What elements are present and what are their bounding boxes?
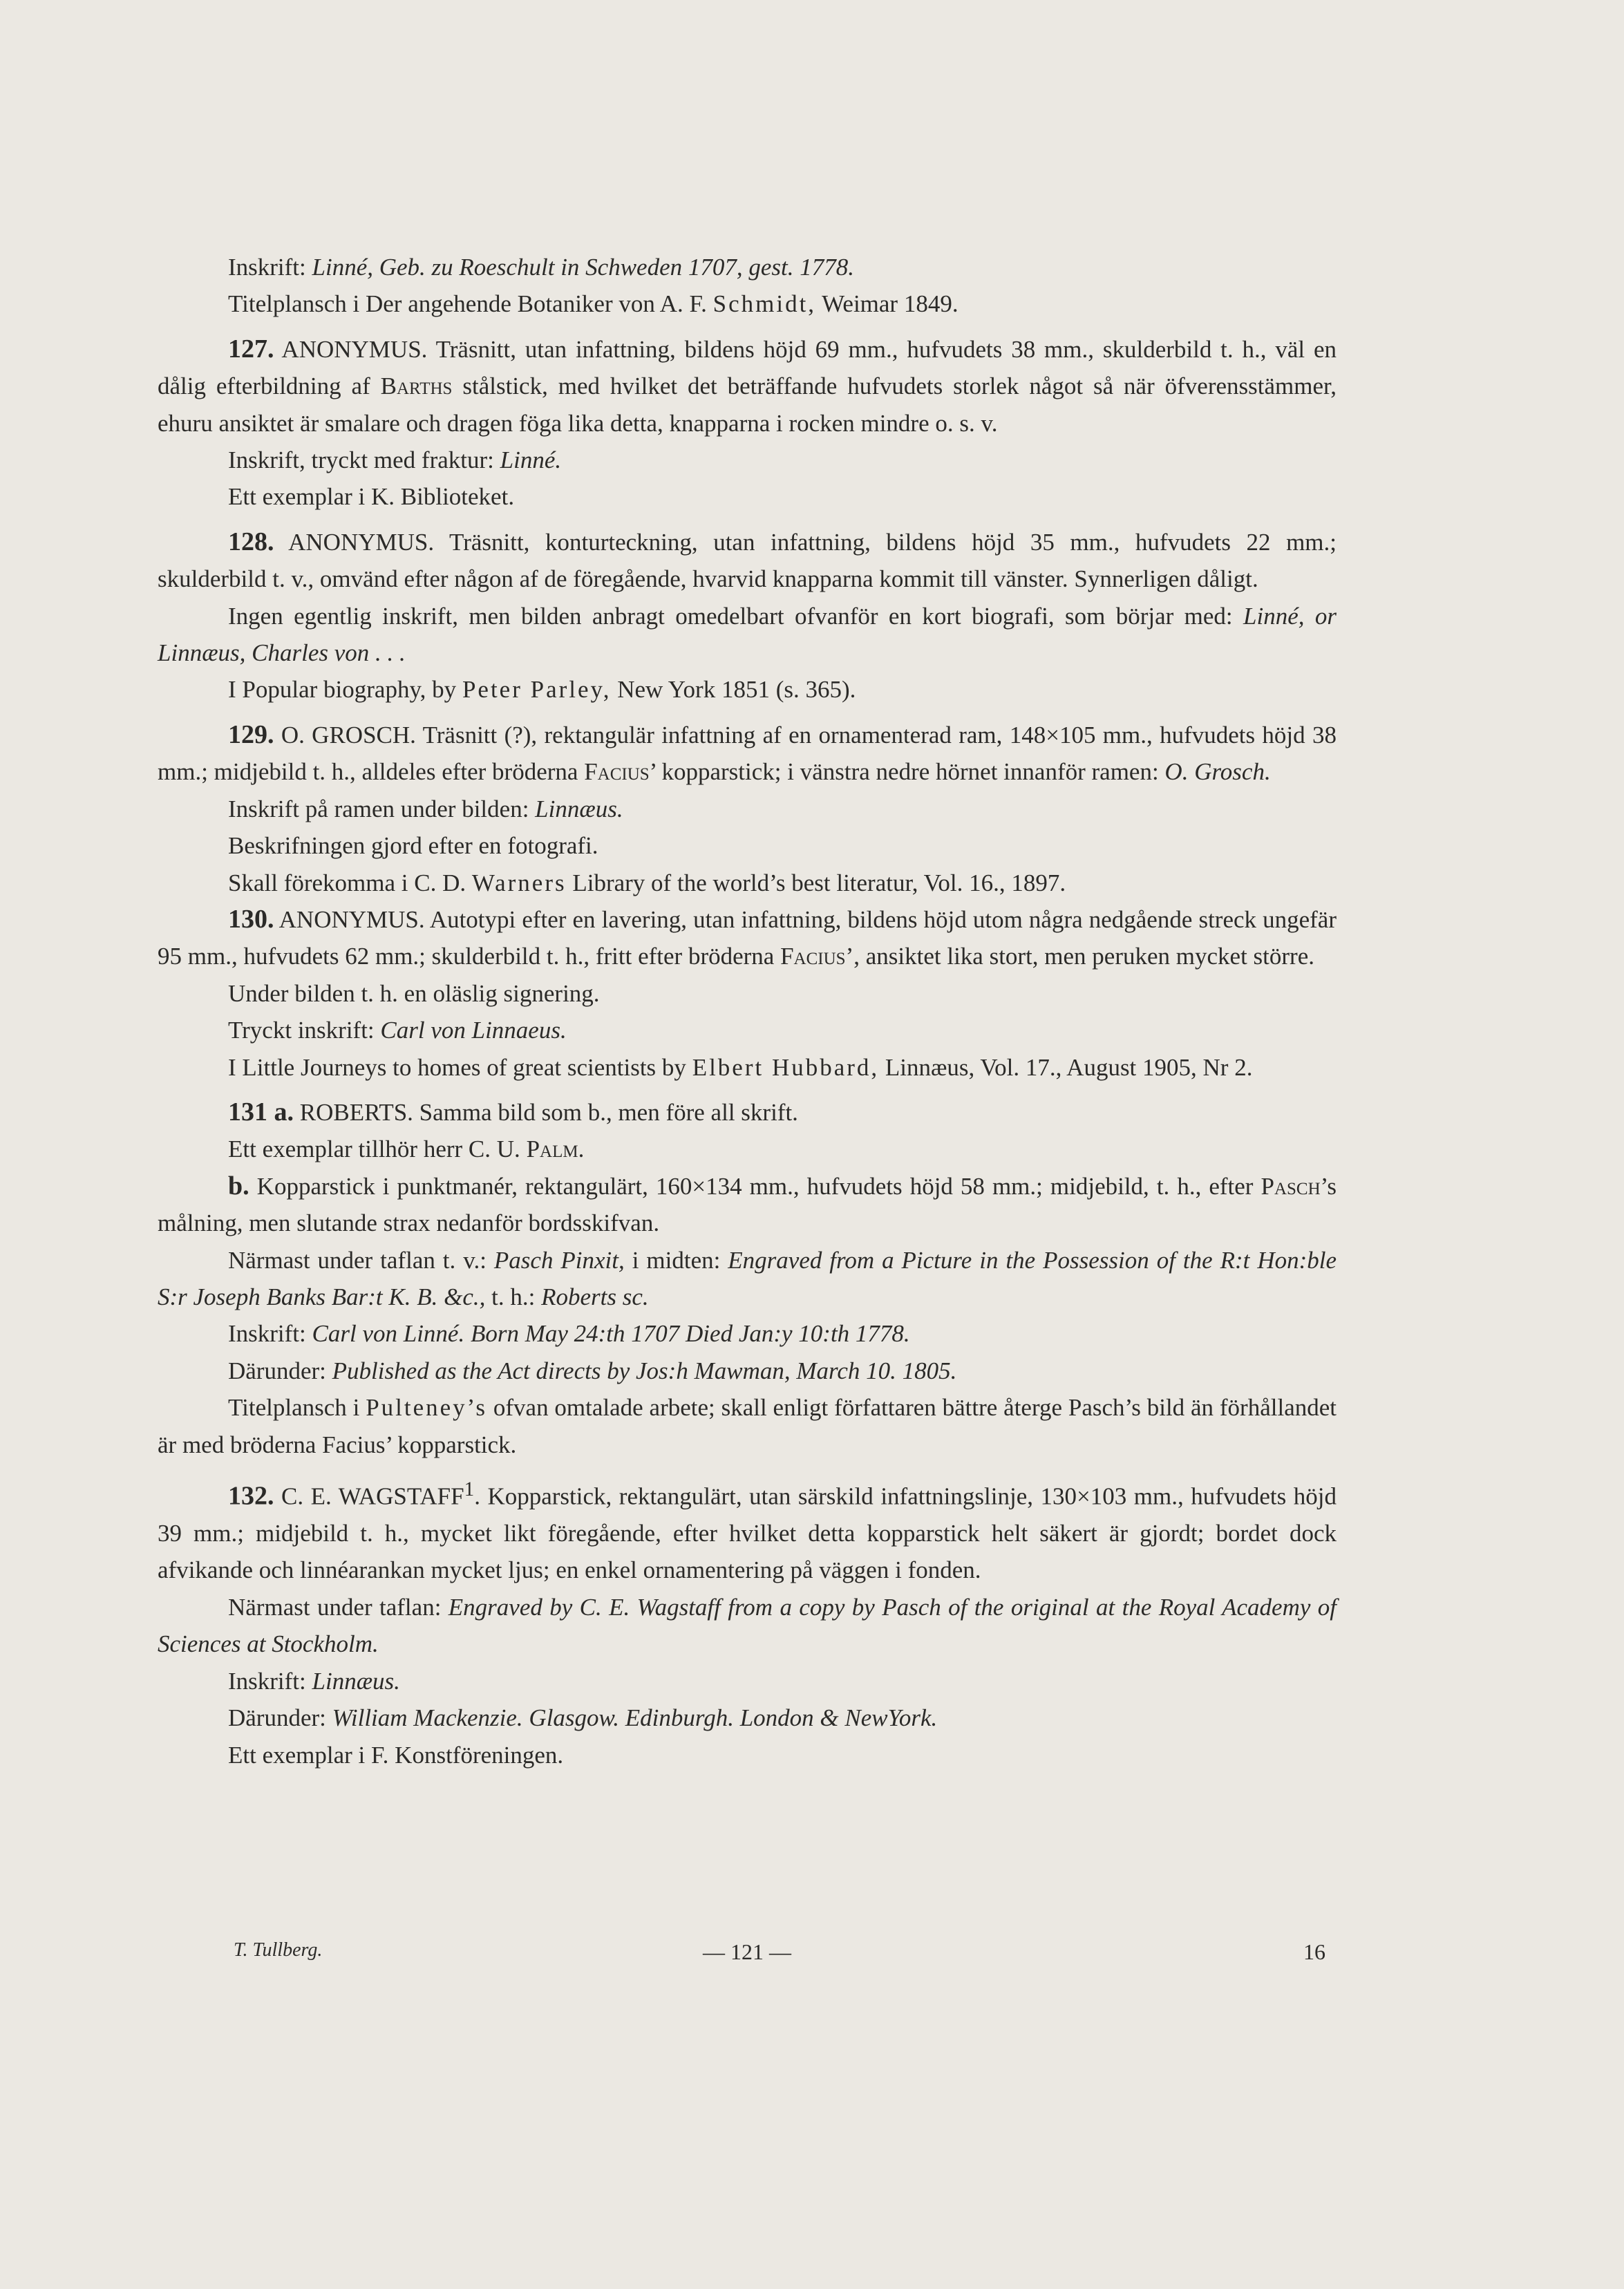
text-segment: Facius [780, 943, 846, 970]
text-segment: Kopparstick i punktmanér, rektangulärt, 160×134 mm., hufvudets höjd 58 mm.; midjebild, t. h., efter [249, 1172, 1261, 1200]
text-segment: Ett exemplar i F. Konstföreningen. [228, 1741, 564, 1769]
entry-number: 131 a. [228, 1097, 294, 1127]
catalogue-text [158, 249, 1337, 1773]
text-segment: t. h.: [485, 1283, 542, 1310]
catalogue-paragraph [158, 478, 1337, 515]
text-segment: Linné, or Linnæus, Charles von . . . [158, 602, 1337, 667]
entry-number: 129. [228, 719, 274, 749]
text-segment: ’ kopparstick; i vänstra nedre hörnet innanför ramen: [649, 758, 1165, 786]
text-segment: ’s målning, men slutande strax nedanför bordsskifvan. [158, 1172, 1337, 1237]
page-number: — 121 — [703, 1939, 791, 1964]
text-segment: Ett exemplar i K. Biblioteket. [228, 483, 515, 511]
text-segment: Inskrift: [228, 254, 312, 281]
text-segment: . Kopparstick, rektangulärt, utan särskild infattningslinje, 130×103 mm., hufvudets höjd 39 mm.; midjebild t. h., mycket likt föregående, efter hvilket detta kopparstick helt säkert är gjordt; bordet dock afvikande och linnéarankan mycket ljus; en enkel ornamentering på väggen i fonden. [158, 1482, 1337, 1584]
catalogue-paragraph [158, 975, 1337, 1012]
text-segment: Linné. [500, 446, 562, 474]
text-segment: Linné, Geb. zu Roeschult in Schweden 1707, gest. 1778. [312, 254, 854, 281]
catalogue-paragraph [158, 249, 1337, 285]
catalogue-paragraph [158, 865, 1337, 901]
catalogue-paragraph [158, 331, 1337, 442]
catalogue-paragraph [158, 827, 1337, 864]
catalogue-paragraph [158, 1589, 1337, 1663]
text-segment: Inskrift: [228, 1320, 312, 1348]
text-segment: Ingen egentlig inskrift, men bilden anbragt omedelbart ofvanför en kort biografi, som börjar med: [228, 602, 1244, 630]
text-segment: I Popular biography, by [228, 676, 462, 704]
text-segment: Linnæus, Vol. 17., August 1905, Nr 2. [879, 1053, 1253, 1081]
catalogue-paragraph [158, 598, 1337, 672]
text-segment: Schmidt, [712, 290, 817, 318]
entry-number: 128. [228, 527, 274, 556]
text-segment: I Little Journeys to homes of great scientists by [228, 1053, 692, 1081]
text-segment: O. Grosch. [1164, 758, 1271, 786]
text-segment: Skall förekomma i C. D. [228, 869, 472, 896]
catalogue-paragraph [158, 1131, 1337, 1167]
text-segment: Linnæus. [535, 795, 623, 822]
text-segment: Published as the Act directs by Jos:h Mawman, March 10. 1805. [332, 1357, 957, 1384]
catalogue-paragraph [158, 1012, 1337, 1048]
text-segment: Tryckt inskrift: [228, 1017, 381, 1044]
catalogue-paragraph [158, 1049, 1337, 1086]
text-segment: Engraved by C. E. Wagstaff from a copy by Pasch of the original at the Royal Academy of Sciences at Stockholm. [158, 1593, 1337, 1658]
text-segment: Pulteney’s [366, 1394, 488, 1422]
catalogue-paragraph [158, 1315, 1337, 1352]
text-segment: Barths [380, 373, 453, 400]
catalogue-paragraph [158, 791, 1337, 827]
text-segment: Library of the world’s best literatur, Vol. 16., 1897. [566, 869, 1066, 896]
page-footer [158, 1939, 1337, 1974]
text-segment: ROBERTS. Samma bild som b., men före all skrift. [294, 1098, 798, 1126]
printer-name: T. Tullberg. [234, 1939, 323, 1961]
catalogue-paragraph [158, 717, 1337, 791]
text-segment: Carl von Linné. Born May 24:th 1707 Died Jan:y 10:th 1778. [312, 1320, 910, 1348]
text-segment: 1 [464, 1478, 475, 1500]
catalogue-paragraph [158, 1699, 1337, 1736]
catalogue-paragraph [158, 442, 1337, 478]
text-segment: Facius [584, 758, 650, 786]
text-segment: Elbert Hubbard, [692, 1053, 880, 1081]
text-segment: Peter Parley, [462, 676, 612, 704]
text-segment: C. E. WAGSTAFF [274, 1482, 464, 1510]
text-segment: Weimar 1849. [816, 290, 959, 318]
signature-mark: 16 [1303, 1939, 1325, 1964]
text-segment: Ett exemplar tillhör herr C. U. [228, 1136, 527, 1163]
text-segment: Engraved from a Picture in the Possession of the R:t Hon:ble S:r Joseph Banks Bar:t K. B. &c., [158, 1246, 1337, 1310]
catalogue-paragraph [158, 1353, 1337, 1389]
text-segment: Under bilden t. h. en oläslig signering. [228, 979, 600, 1007]
text-segment: Därunder: [228, 1704, 332, 1732]
text-segment: Därunder: [228, 1357, 332, 1384]
catalogue-paragraph [158, 1094, 1337, 1131]
text-segment: ANONYMUS. Träsnitt, utan infattning, bildens höjd 69 mm., hufvudets 38 mm., skulderbild t. h., väl en dålig efterbildning af [158, 335, 1337, 400]
text-segment: Linnæus. [312, 1667, 400, 1695]
text-segment: Roberts sc. [541, 1283, 649, 1310]
entry-number: 130. [228, 904, 274, 934]
text-segment: Carl von Linnaeus. [380, 1017, 567, 1044]
entry-number: 132. [228, 1481, 274, 1511]
text-segment: Närmast under taflan: [228, 1593, 449, 1621]
text-segment: Pasch [1261, 1172, 1321, 1200]
catalogue-paragraph [158, 1242, 1337, 1316]
text-segment: Palm. [526, 1136, 585, 1163]
text-segment: ANONYMUS. Autotypi efter en lavering, utan infattning, bildens höjd utom några nedgående streck ungefär 95 mm., hufvudets 62 mm.; skulderbild t. h., fritt efter bröderna [158, 905, 1337, 970]
catalogue-paragraph [158, 1737, 1337, 1773]
text-segment: New York 1851 (s. 365). [611, 676, 856, 704]
text-segment: Titelplansch i Der angehende Botaniker von A. F. [228, 290, 713, 318]
catalogue-paragraph [158, 671, 1337, 708]
text-segment: Pasch Pinxit, [493, 1246, 625, 1274]
text-segment: William Mackenzie. Glasgow. Edinburgh. London & NewYork. [332, 1704, 938, 1732]
text-segment: Warners [471, 869, 567, 896]
text-segment: Titelplansch i [228, 1394, 366, 1422]
text-segment: Beskrifningen gjord efter en fotografi. [228, 832, 598, 860]
text-segment: ANONYMUS. Träsnitt, konturteckning, utan infattning, bildens höjd 35 mm., hufvudets 22 mm.; skulderbild t. v., omvänd efter någon af de föregående, hvarvid knapparna kommit till vänster. Synnerligen dåligt. [158, 528, 1337, 593]
catalogue-paragraph [158, 1471, 1337, 1589]
text-segment: ofvan omtalade arbete; skall enligt författaren bättre återge Pasch’s bild än förhållandet är med bröderna Facius’ kopparstick. [158, 1394, 1337, 1458]
text-segment: stålstick, med hvilket det beträffande hufvudets storlek något så när öfverensstämmer, ehuru ansiktet är smalare och dragen föga lika detta, knapparna i rocken mindre o. s. v. [158, 373, 1337, 437]
text-segment: Inskrift på ramen under bilden: [228, 795, 536, 822]
catalogue-paragraph [158, 1168, 1337, 1242]
entry-number: b. [228, 1171, 249, 1200]
catalogue-paragraph [158, 285, 1337, 322]
text-segment: Närmast under taflan t. v.: [228, 1246, 494, 1274]
catalogue-paragraph [158, 1389, 1337, 1463]
text-segment: ’, ansiktet lika stort, men peruken mycket större. [845, 943, 1314, 970]
catalogue-paragraph [158, 524, 1337, 598]
entry-number: 127. [228, 334, 274, 364]
text-segment: i midten: [624, 1246, 728, 1274]
text-segment: Inskrift: [228, 1667, 312, 1695]
catalogue-paragraph [158, 901, 1337, 975]
catalogue-paragraph [158, 1663, 1337, 1699]
text-segment: Inskrift, tryckt med fraktur: [228, 446, 500, 474]
text-segment: O. GROSCH. Träsnitt (?), rektangulär infattning af en ornamenterad ram, 148×105 mm., hufvudets höjd 38 mm.; midjebild t. h., alldeles efter bröderna [158, 721, 1337, 786]
